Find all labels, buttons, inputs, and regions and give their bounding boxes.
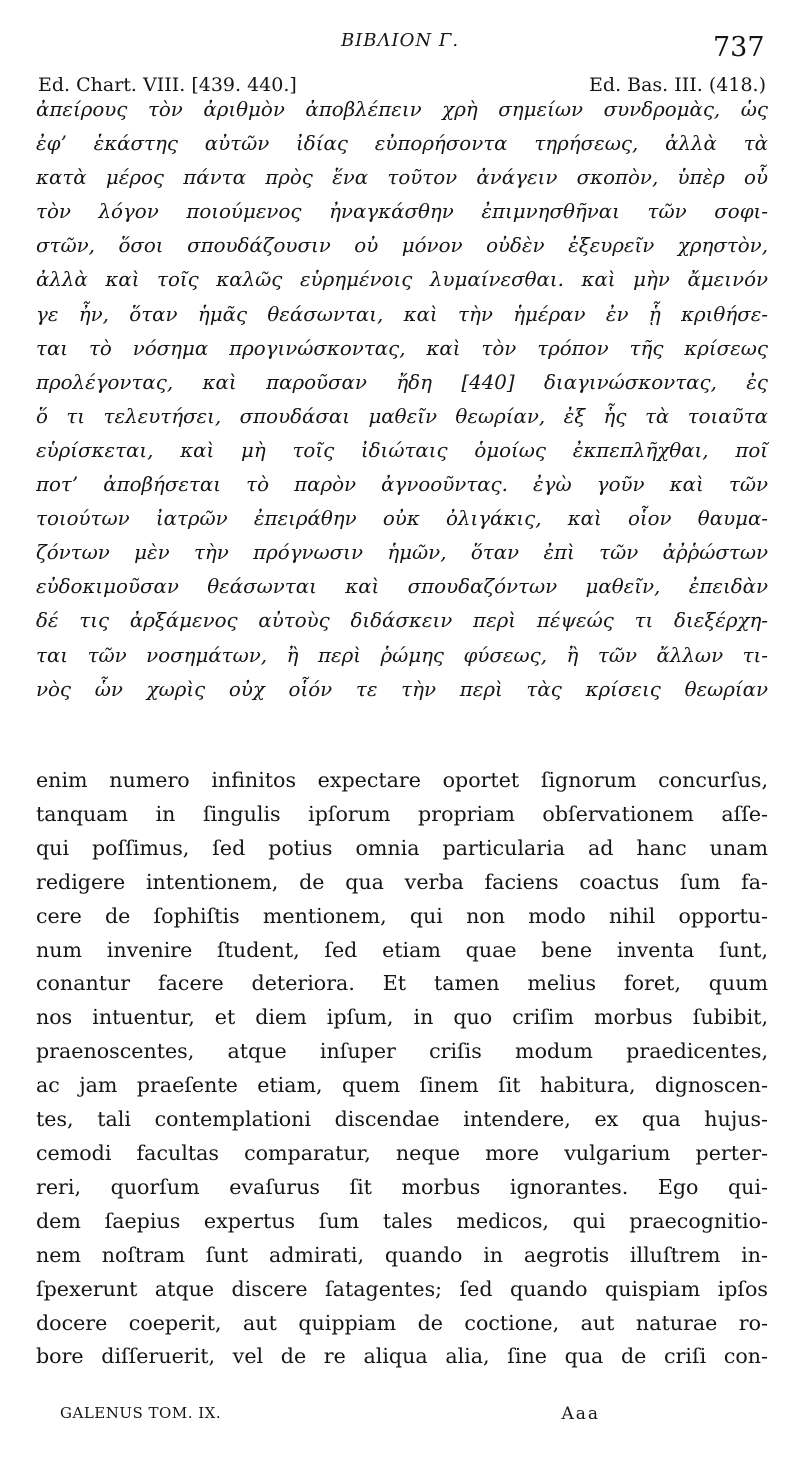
greek-line: ποτ’ ἀποβήσεται τὸ παρὸν ἀγνοοῦντας. ἐγὼ γοῦν καὶ τῶν (36, 473, 768, 497)
greek-line: ται τὸ νόσημα προγινώσκοντας, καὶ τὸν τρόπον τῆς κρίσεως (36, 336, 768, 360)
greek-line: εὑρίσκεται, καὶ μὴ τοῖς ἰδιώταις ὁμοίως ἐκπεπλῆχθαι, ποῖ (36, 438, 768, 462)
running-head: BIBΛIOΝ Γ. (340, 30, 460, 51)
greek-line: ζόντων μὲν τὴν πρόγνωσιν ἡμῶν, ὅταν ἐπὶ τῶν ἀῤῥώστων (36, 541, 768, 565)
greek-line: δέ τις ἀρξάμενος αὐτοὺς διδάσκειν περὶ πέψεώς τι διεξέρχη- (36, 609, 768, 633)
page-footer (60, 1404, 600, 1424)
latin-line: cemodi facultas comparatur, neque more vulgarium perter- (36, 1140, 768, 1165)
greek-line: τὸν λόγον ποιούμενος ἠναγκάσθην ἐπιμνησθῆναι τῶν σοφι- (36, 200, 768, 224)
latin-line: num invenire ſtudent, ſed etiam quae bene inventa ſunt, (36, 937, 768, 962)
greek-text-block (36, 93, 768, 707)
latin-text-block (36, 764, 768, 1374)
page-number: 737 (713, 32, 765, 63)
greek-line: προλέγοντας, καὶ παροῦσαν ἤδη [440] διαγινώσκοντας, ἐς (36, 370, 768, 394)
greek-line: ἀπείρους τὸν ἀριθμὸν ἀποβλέπειν χρὴ σημείων συνδρομὰς, ὡς (36, 98, 768, 121)
greek-line: κατὰ μέρος πάντα πρὸς ἕνα τοῦτον ἀνάγειν σκοπὸν, ὑπὲρ οὗ (36, 166, 768, 190)
greek-line: εὐδοκιμοῦσαν θεάσωνται καὶ σπουδαζόντων μαθεῖν, ἐπειδὰν (36, 575, 768, 599)
latin-line: dem ſaepius expertus ſum tales medicos, qui praecognitio- (36, 1208, 768, 1233)
latin-line: bore diſſeruerit, vel de re aliqua alia, ſine qua de criſi con- (36, 1344, 768, 1369)
latin-line: nos intuentur, et diem ipſum, in quo criſim morbus ſubibit, (36, 1005, 768, 1030)
latin-line: tes, tali contemplationi discendae intendere, ex qua hujus- (36, 1107, 768, 1132)
greek-line: ἀλλὰ καὶ τοῖς καλῶς εὑρημένοις λυμαίνεσθαι. καὶ μὴν ἄμεινόν (36, 268, 768, 292)
latin-line: nem noſtram ſunt admirati, quando in aegrotis illuſtrem in- (36, 1242, 768, 1267)
latin-line: cere de ſophiſtis mentionem, qui non modo nihil opportu- (36, 903, 768, 928)
greek-line: νὸς ὧν χωρὶς οὐχ οἷόν τε τὴν περὶ τὰς κρίσεις θεωρίαν (36, 677, 768, 701)
latin-line: praenoscentes, atque inſuper criſis modum praedicentes, (36, 1039, 768, 1064)
volume-label: GALENUS TOM. IX. (60, 1404, 222, 1422)
latin-line: qui poſſimus, ſed potius omnia particularia ad hanc unam (36, 835, 768, 860)
latin-line: docere coeperit, aut quippiam de coctione, aut naturae ro- (36, 1310, 768, 1335)
latin-line: conantur facere deteriora. Et tamen melius foret, quum (36, 971, 768, 996)
greek-line: τοιούτων ἰατρῶν ἐπειράθην οὐκ ὀλιγάκις, καὶ οἷον θαυμα- (36, 507, 768, 531)
edition-reference-right: Ed. Bas. III. (418.) (589, 74, 766, 96)
latin-line: ſpexerunt atque discere ſatagentes; ſed quando quispiam ipſos (36, 1276, 768, 1301)
signature-mark: Aaa (561, 1404, 600, 1424)
greek-line: στῶν, ὅσοι σπουδάζουσιν οὐ μόνον οὐδὲν ἐξευρεῖν χρηστὸν, (36, 234, 768, 258)
greek-line: ται τῶν νοσημάτων, ἢ περὶ ῥώμης φύσεως, ἢ τῶν ἄλλων τι- (36, 643, 768, 667)
edition-reference-left: Ed. Chart. VIII. [439. 440.] (38, 74, 297, 96)
latin-line: tanquam in ſingulis ipſorum propriam obſervationem aſſe- (36, 801, 768, 826)
greek-line: ἐφ’ ἑκάστης αὐτῶν ἰδίας εὐπορήσοντα τηρήσεως, ἀλλὰ τὰ (36, 132, 768, 156)
greek-line: ὅ τι τελευτήσει, σπουδάσαι μαθεῖν θεωρίαν, ἐξ ἧς τὰ τοιαῦτα (36, 404, 768, 428)
latin-line: redigere intentionem, de qua verba faciens coactus ſum fa- (36, 869, 768, 894)
latin-line: ac jam praeſente etiam, quem ſinem ſit habitura, dignoscen- (36, 1073, 768, 1098)
latin-line: enim numero infinitos expectare oportet ſignorum concurſus, (36, 768, 768, 792)
greek-line: γε ἦν, ὅταν ἡμᾶς θεάσωνται, καὶ τὴν ἡμέραν ἐν ᾗ κριθήσε- (36, 302, 768, 326)
latin-line: reri, quorſum evaſurus ſit morbus ignorantes. Ego qui- (36, 1174, 768, 1199)
